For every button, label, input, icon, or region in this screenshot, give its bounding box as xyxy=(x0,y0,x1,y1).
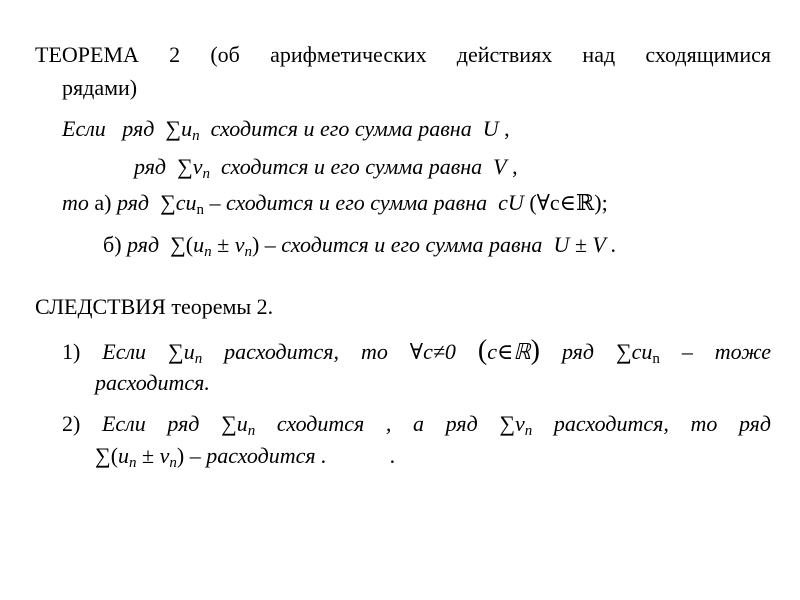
plus-minus: ± xyxy=(217,232,230,257)
sum-symbol: ∑ xyxy=(177,154,193,179)
u-var: u xyxy=(193,232,205,257)
theorem-title-cont: рядами) xyxy=(62,75,138,100)
n-index: n xyxy=(202,166,211,182)
converges-sum-text: сходится и его сумма равна xyxy=(221,154,483,179)
also-text: – тоже xyxy=(681,339,772,364)
theorem-title-text: ТЕОРЕМА 2 (об арифметических действиях над сходящимися xyxy=(35,42,771,67)
forall-c-in-R: (∀c∈ℝ); xyxy=(529,190,608,215)
conclusion-b-line xyxy=(103,231,616,259)
paren-close: ) xyxy=(251,232,260,257)
condition-v-line xyxy=(134,153,518,181)
label-b: б) xyxy=(103,232,122,257)
n-index: n xyxy=(244,244,252,260)
if-word: Если xyxy=(102,339,147,364)
forall-c-nonzero: ∀c≠0 xyxy=(409,339,456,364)
sum-symbol: ∑ xyxy=(160,190,176,215)
row-word: ряд xyxy=(127,232,160,257)
n-index: n xyxy=(192,128,200,144)
c-var: c xyxy=(175,190,186,215)
sum-symbol: ∑ xyxy=(168,339,184,364)
n-index: n xyxy=(129,455,137,471)
u-var: u xyxy=(236,411,248,436)
V-var: V xyxy=(493,154,507,179)
row-word: ряд xyxy=(116,190,150,215)
dash-converges-text: – сходится и его сумма равна xyxy=(264,232,543,257)
if-row-text: Если ряд xyxy=(101,411,200,436)
comma: , xyxy=(512,154,518,179)
diverges-then-text: расходится, то xyxy=(224,339,388,364)
converges-and-row-text: сходится , а ряд xyxy=(276,411,478,436)
item2-number: 2) xyxy=(62,411,81,436)
row-word: ряд xyxy=(122,116,155,141)
condition-u-line xyxy=(62,115,510,143)
U-var: U xyxy=(482,116,499,141)
corollary-heading-text: СЛЕДСТВИЯ теоремы 2. xyxy=(35,294,274,319)
sum-symbol: ∑ xyxy=(615,339,632,364)
item1-diverges-text: расходится. xyxy=(95,370,210,395)
theorem-title-line2 xyxy=(62,74,137,102)
sum-symbol: ∑ xyxy=(170,232,186,257)
comma: , xyxy=(504,116,510,141)
v-var: v xyxy=(515,411,525,436)
v-var: v xyxy=(234,232,245,257)
v-var: v xyxy=(192,154,203,179)
paren-open: ( xyxy=(110,443,119,468)
n-index: n xyxy=(247,423,256,439)
u-var: u xyxy=(183,339,195,364)
corollary-item2-line2 xyxy=(95,442,395,470)
corollary-item1-line2 xyxy=(95,369,210,397)
u-var: u xyxy=(118,443,130,468)
u-var: u xyxy=(641,339,653,364)
corollary-item2-line1 xyxy=(62,410,771,438)
u-var: u xyxy=(185,190,197,215)
n-index: n xyxy=(204,244,212,260)
corollary-item1-line1: 1) Если $\sum u_n$ расходится, то ∀c≠0 (c∈ℝ) ряд $\sum cu_n$ – тоже xyxy=(62,335,772,367)
diverges-tail-text: – расходится . xyxy=(189,443,327,468)
n-index: n xyxy=(169,455,177,471)
label-a: а) xyxy=(94,190,112,215)
v-var: v xyxy=(159,443,170,468)
row-word: ряд xyxy=(561,339,595,364)
corollary-heading xyxy=(35,293,273,321)
n-index: n xyxy=(524,423,533,439)
sum-symbol: ∑ xyxy=(221,411,237,436)
dash-converges-text: – сходится и его сумма равна xyxy=(209,190,488,215)
plus-minus: ± xyxy=(142,443,155,468)
n-index: n xyxy=(652,351,660,367)
u-var: u xyxy=(181,116,193,141)
item1-number: 1) xyxy=(62,339,81,364)
then-word: то xyxy=(62,190,89,215)
sum-symbol: ∑ xyxy=(95,443,111,468)
cU-var: cU xyxy=(498,190,524,215)
n-index: n xyxy=(196,202,205,218)
conclusion-a-line xyxy=(62,189,608,217)
c-in-R: c∈ℝ xyxy=(487,339,531,364)
diverges-then-row-text: расходится, то ряд xyxy=(553,411,772,436)
UV-sum: U ± V . xyxy=(553,232,617,257)
c-var: c xyxy=(631,339,642,364)
paren-open: ( xyxy=(185,232,194,257)
if-word: Если xyxy=(62,116,106,141)
theorem-title-line1 xyxy=(35,41,771,69)
row-word: ряд xyxy=(134,154,167,179)
sum-symbol: ∑ xyxy=(165,116,182,141)
n-index: n xyxy=(194,351,203,367)
converges-sum-text: сходится и его сумма равна xyxy=(210,116,472,141)
sum-symbol: ∑ xyxy=(499,411,516,436)
stray-period: . xyxy=(389,443,396,468)
paren-close: ) xyxy=(176,443,185,468)
